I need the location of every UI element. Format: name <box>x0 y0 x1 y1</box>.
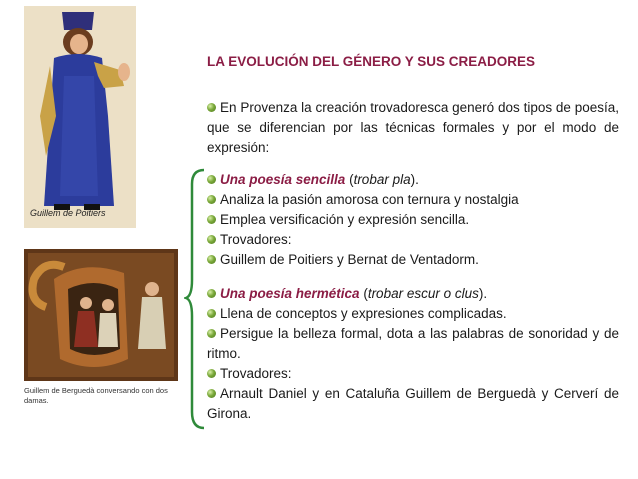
bullet-icon <box>207 235 216 244</box>
list-item-text: Trovadores: <box>220 366 292 381</box>
list-item <box>207 190 619 210</box>
list-item-text: Trovadores: <box>220 232 292 247</box>
guillem-de-poitiers-image <box>24 6 136 228</box>
paren-open: ( <box>359 286 368 301</box>
list-item-text: Guillem de Poitiers y Bernat de Ventadorm. <box>220 252 479 267</box>
list-item <box>207 304 619 324</box>
list-item <box>207 324 619 364</box>
intro-text: En Provenza la creación trovadoresca generó dos tipos de poesía, que se diferencian por las técnicas formales y por el modo de expresión: <box>207 100 619 155</box>
bullet-icon <box>207 175 216 184</box>
bullet-icon <box>207 215 216 224</box>
list-item-text: Emplea versificación y expresión sencilla. <box>220 212 470 227</box>
section-heading-highlight: Una poesía sencilla <box>220 172 346 187</box>
section-heading <box>207 284 619 304</box>
list-item-text: Llena de conceptos y expresiones complicadas. <box>220 306 507 321</box>
bullet-icon <box>207 369 216 378</box>
paren-close: ). <box>478 286 488 301</box>
section-heading <box>207 170 619 190</box>
section-hermetic <box>207 284 619 424</box>
list-item <box>207 384 619 424</box>
bullet-icon <box>207 329 216 338</box>
bullet-icon <box>207 195 216 204</box>
list-item <box>207 230 619 250</box>
illuminated-initial-image <box>24 249 178 381</box>
list-item <box>207 250 619 270</box>
section-heading-term: trobar pla <box>353 172 411 187</box>
bullet-icon <box>207 289 216 298</box>
bullet-icon <box>207 103 216 112</box>
image2-caption: Guillem de Berguedà conversando con dos damas. <box>24 386 168 405</box>
page-title: LA EVOLUCIÓN DEL GÉNERO Y SUS CREADORES <box>207 54 536 69</box>
list-item <box>207 364 619 384</box>
section-heading-highlight: Una poesía hermética <box>220 286 360 301</box>
paren-close: ). <box>410 172 419 187</box>
section-heading-term: trobar escur o clus <box>367 286 479 301</box>
bullet-icon <box>207 389 216 398</box>
list-item <box>207 210 619 230</box>
intro-paragraph <box>207 98 619 158</box>
image1-caption: Guillem de Poitiers <box>30 208 106 218</box>
list-item-text: Analiza la pasión amorosa con ternura y nostalgia <box>220 192 519 207</box>
list-item-text: Arnault Daniel y en Cataluña Guillem de Berguedà y Cerverí de Girona. <box>207 386 619 421</box>
section-simple <box>207 170 619 270</box>
bullet-icon <box>207 255 216 264</box>
paren-open: ( <box>345 172 354 187</box>
bullet-icon <box>207 309 216 318</box>
curly-brace-icon <box>184 168 206 435</box>
list-item-text: Persigue la belleza formal, dota a las palabras de sonoridad y de ritmo. <box>207 326 619 361</box>
